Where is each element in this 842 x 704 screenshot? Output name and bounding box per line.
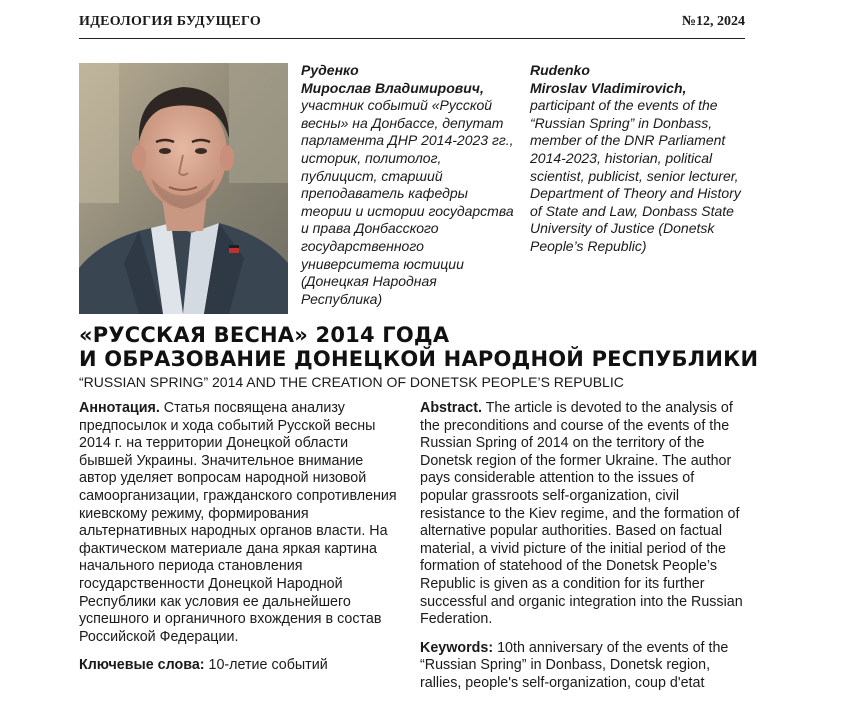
author-bio-en [530, 62, 742, 256]
author-photo [79, 63, 288, 314]
header-divider [79, 38, 745, 39]
keywords-label-ru: Ключевые слова: [79, 657, 205, 674]
author-name-en: Miroslav Vladimirovich, [530, 79, 687, 96]
article-title-line1: «РУССКАЯ ВЕСНА» 2014 ГОДА [79, 323, 450, 347]
author-name-ru: Мирослав Владимирович, [301, 79, 484, 96]
column-english [420, 400, 745, 704]
journal-title: ИДЕОЛОГИЯ БУДУЩЕГО [79, 14, 262, 29]
keywords-ru [79, 657, 397, 675]
abstract-ru [79, 400, 397, 646]
article-title-line2: И ОБРАЗОВАНИЕ ДОНЕЦКОЙ НАРОДНОЙ РЕСПУБЛИКИ [79, 347, 759, 371]
issue-number: №12, 2024 [681, 14, 745, 29]
keywords-text-en: 10th anniversary of the events of the “Russian Spring” in Donbass, Donetsk region, rallies, people's self-organization, coup d'etat [420, 639, 729, 691]
author-surname-ru: Руденко [301, 62, 359, 78]
author-description-en: participant of the events of the “Russian Spring” in Donbass, member of the DNR Parliament 2014-2023, historian, political scientist, publicist, senior lecturer, Department of Theory and History of State and Law, Donbass State University of Justice (Donetsk People’s Republic) [530, 97, 741, 254]
keywords-en [420, 640, 745, 693]
abstract-text-en: The article is devoted to the analysis of the preconditions and course of the events of the Russian Spring of 2014 on the territory of the Donetsk region of the former Ukraine. The author pays considerable attention to the issues of popular grassroots self-organization, civil resistance to the Kiev regime, and the formation of alternative popular authorities. Based on factual material, a vivid picture of the initial period of the formation of statehood of the Donetsk People’s Republic is given as a condition for its further successful and organic integration into the Russian Federation. [420, 400, 743, 628]
author-description-ru: участник событий «Русской весны» на Донбассе, депутат парламента ДНР 2014-2023 гг., историк, политолог, публицист, старший преподаватель кафедры теории и истории государства и права Донбасского государственного университета юстиции (Донецкая Народная Республика) [301, 97, 514, 307]
article-title [79, 323, 759, 371]
author-surname-en: Rudenko [530, 62, 590, 78]
abstract-label-en: Abstract. [420, 400, 482, 416]
column-russian [79, 400, 397, 686]
abstract-en [420, 400, 745, 629]
keywords-label-en: Keywords: [420, 639, 494, 656]
article-title-english: “RUSSIAN SPRING” 2014 AND THE CREATION OF DONETSK PEOPLE’S REPUBLIC [79, 374, 624, 390]
abstract-text-ru: Статья посвящена анализу предпосылок и хода событий Русской весны 2014 г. на территории Донецкой области бывшей Украины. Значительное внимание автор уделяет вопросам народной низовой самоорганизации, гражданского сопротивления киевскому режиму, формирования альтернативных народных органов власти. На фактическом материале дана яркая картина начального периода становления государственности Донецкой Народной Республики как условия ее дальнейшего успешного и органичного вхождения в состав Российской Федерации. [79, 400, 397, 645]
abstract-label-ru: Аннотация. [79, 400, 160, 416]
keywords-text-ru: 10-летие событий [204, 657, 328, 674]
author-bio-ru [301, 62, 517, 308]
